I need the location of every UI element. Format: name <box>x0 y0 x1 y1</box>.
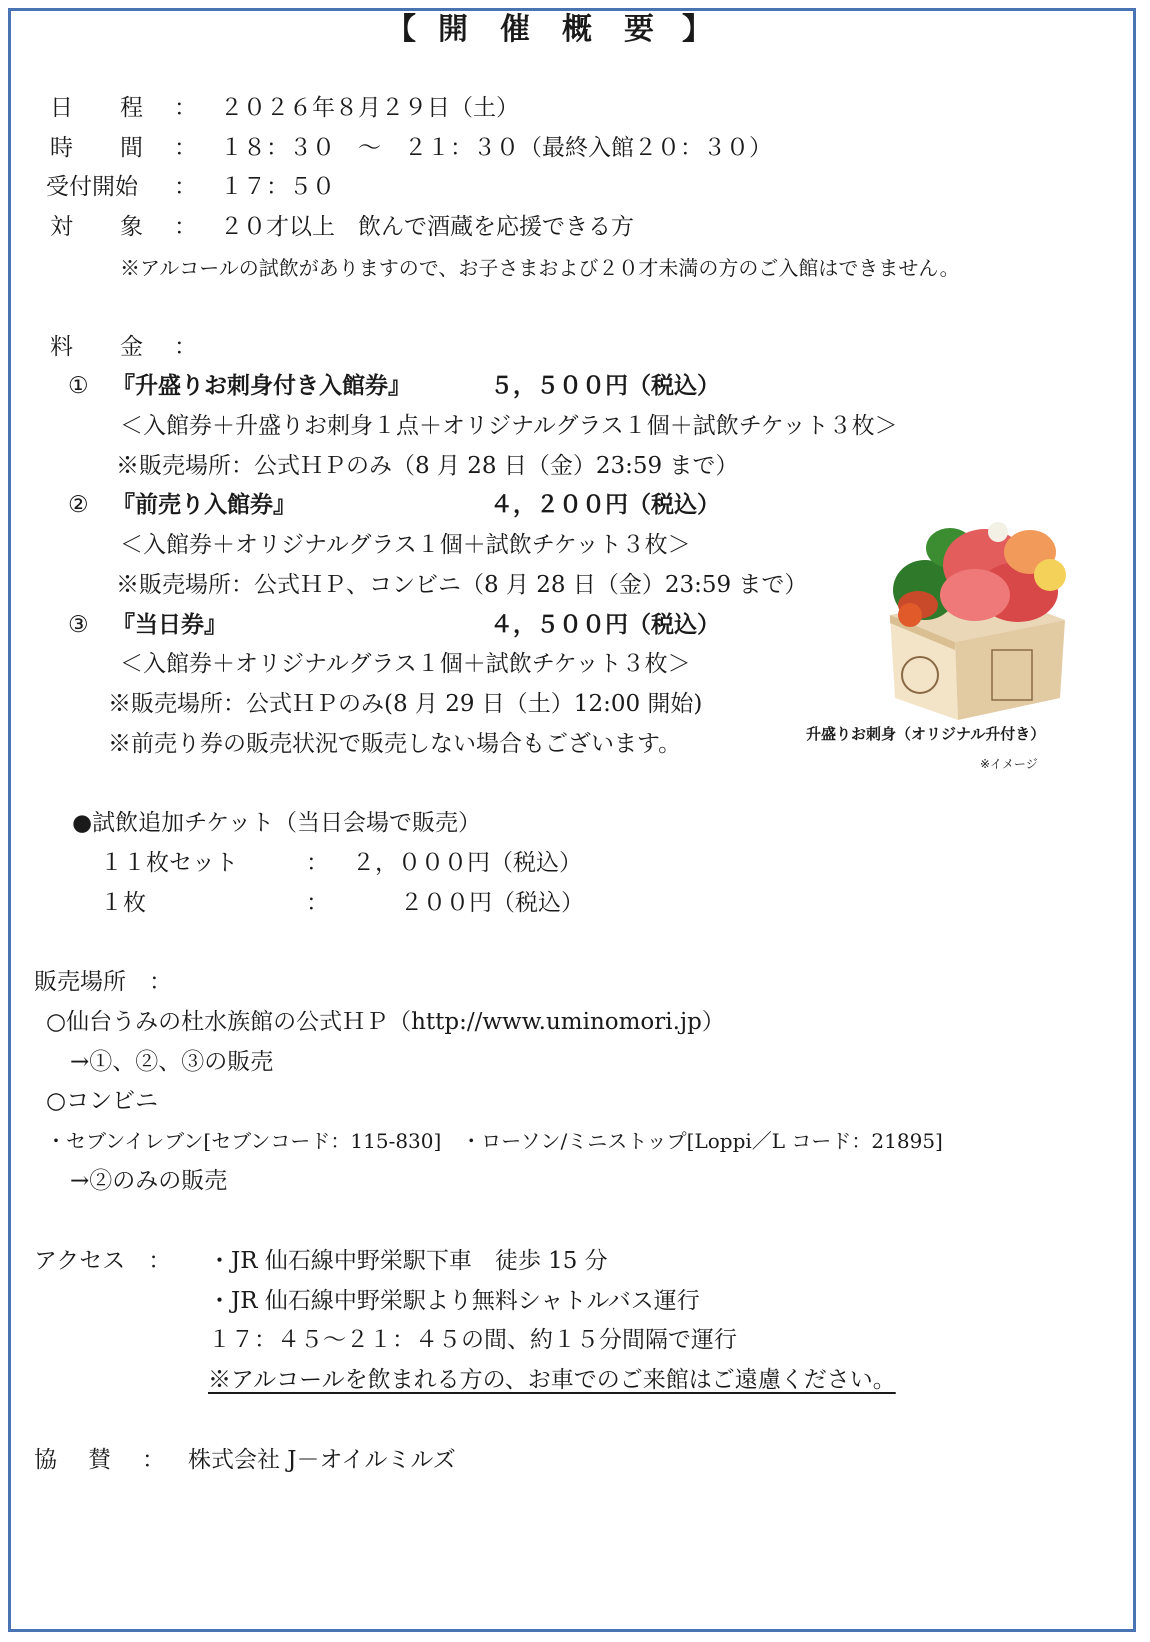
fees-label-1: 料 <box>50 334 73 360</box>
image-note: ※イメージ <box>980 757 1038 771</box>
time-value: １８：３０ ～ ２１：３０（最終入館２０：３０） <box>220 135 772 161</box>
ticket-sales: ※販売場所：公式ＨＰのみ（8 月 28 日（金）23:59 まで） <box>116 453 739 479</box>
sashimi-masu-box-icon <box>880 510 1080 750</box>
target-label-2: 象 <box>120 214 143 240</box>
reception-colon: ： <box>174 174 197 200</box>
ticket-content: ＜入館券＋オリジナルグラス１個＋試飲チケット３枚＞ <box>120 651 691 677</box>
extra-ticket-label: １枚 <box>100 890 146 916</box>
sales-place-label: 販売場所 ： <box>34 969 172 995</box>
ticket-name: 『当日券』 <box>112 611 227 638</box>
ticket-name: 『升盛りお刺身付き入館券』 <box>112 372 411 399</box>
target-value: ２０才以上 飲んで酒蔵を応援できる方 <box>220 214 634 240</box>
ticket-number: ② <box>68 492 89 518</box>
extra-ticket-label: １１枚セット <box>100 850 238 876</box>
extra-ticket-price: ２，０００円（税込） <box>352 850 582 876</box>
access-warning: ※アルコールを飲まれる方の、お車でのご来館はご遠慮ください。 <box>208 1367 896 1393</box>
ticket-price: ４，２００円（税込） <box>490 491 720 518</box>
ticket-sales: ※販売場所：公式ＨＰのみ(8 月 29 日（土）12:00 開始) <box>108 691 703 717</box>
advance-ticket-note: ※前売り券の販売状況で販売しない場合もございます。 <box>108 731 682 757</box>
title-bracket-close: 】 <box>682 12 712 47</box>
date-label-2: 程 <box>120 95 143 121</box>
time-label-1: 時 <box>50 135 73 161</box>
ticket-number: ① <box>68 373 89 399</box>
time-colon: ： <box>174 135 197 161</box>
ticket-content: ＜入館券＋升盛りお刺身１点＋オリジナルグラス１個＋試飲チケット３枚＞ <box>120 413 898 439</box>
reception-label: 受付開始 <box>46 174 138 200</box>
sponsor-colon: ： <box>142 1447 165 1473</box>
fees-label-2: 金 <box>120 334 143 360</box>
extra-ticket-colon: ： <box>306 890 329 916</box>
sales-place-hp: ○仙台うみの杜水族館の公式ＨＰ（http://www.uminomori.jp） <box>46 1009 725 1035</box>
title-char: 催 <box>500 12 530 47</box>
access-label: アクセス ： <box>34 1248 172 1274</box>
time-label-2: 間 <box>120 135 143 161</box>
ticket-name: 『前売り入館券』 <box>112 491 296 518</box>
target-colon: ： <box>174 214 197 240</box>
ticket-price: ５，５００円（税込） <box>490 372 720 399</box>
date-label-1: 日 <box>50 95 73 121</box>
title-char: 概 <box>562 12 592 47</box>
sales-place-conv-note: →②のみの販売 <box>70 1168 228 1194</box>
fees-colon: ： <box>174 334 197 360</box>
extra-ticket-colon: ： <box>306 850 329 876</box>
sponsor-value: 株式会社 J－オイルミルズ <box>188 1447 456 1473</box>
ticket-sales: ※販売場所：公式ＨＰ、コンビニ（8 月 28 日（金）23:59 まで） <box>116 572 808 598</box>
target-label-1: 対 <box>50 214 73 240</box>
access-line: ・JR 仙石線中野栄駅より無料シャトルバス運行 <box>208 1288 700 1314</box>
access-line: １７：４５～２１：４５の間、約１５分間隔で運行 <box>208 1327 737 1353</box>
date-value: ２０２６年８月２９日（土） <box>220 95 519 121</box>
sponsor-label-2: 賛 <box>88 1447 111 1473</box>
sales-place-conv: ○コンビニ <box>46 1088 159 1114</box>
image-caption: 升盛りお刺身（オリジナル升付き） <box>806 725 1046 743</box>
sales-place-conv-detail: ・セブンイレブン[セブンコード：115-830] ・ローソン/ミニストップ[Loppi／L コード：21895] <box>46 1129 943 1153</box>
target-note: ※アルコールの試飲がありますので、お子さまおよび２０才未満の方のご入館はできません。 <box>120 256 960 280</box>
sales-place-hp-note: →①、②、③の販売 <box>70 1049 274 1075</box>
ticket-price: ４，５００円（税込） <box>490 611 720 638</box>
title-char: 開 <box>438 12 468 47</box>
ticket-number: ③ <box>68 612 89 638</box>
extra-ticket-price: ２００円（税込） <box>400 890 584 916</box>
access-line: ・JR 仙石線中野栄駅下車 徒歩 15 分 <box>208 1248 608 1274</box>
ticket-content: ＜入館券＋オリジナルグラス１個＋試飲チケット３枚＞ <box>120 532 691 558</box>
date-colon: ： <box>174 95 197 121</box>
sponsor-label-1: 協 <box>34 1447 57 1473</box>
title-char: 要 <box>624 12 654 47</box>
extra-ticket-header: ●試飲追加チケット（当日会場で販売） <box>72 810 481 836</box>
title-bracket-open: 【 <box>386 12 416 47</box>
reception-value: １７：５０ <box>220 174 335 200</box>
